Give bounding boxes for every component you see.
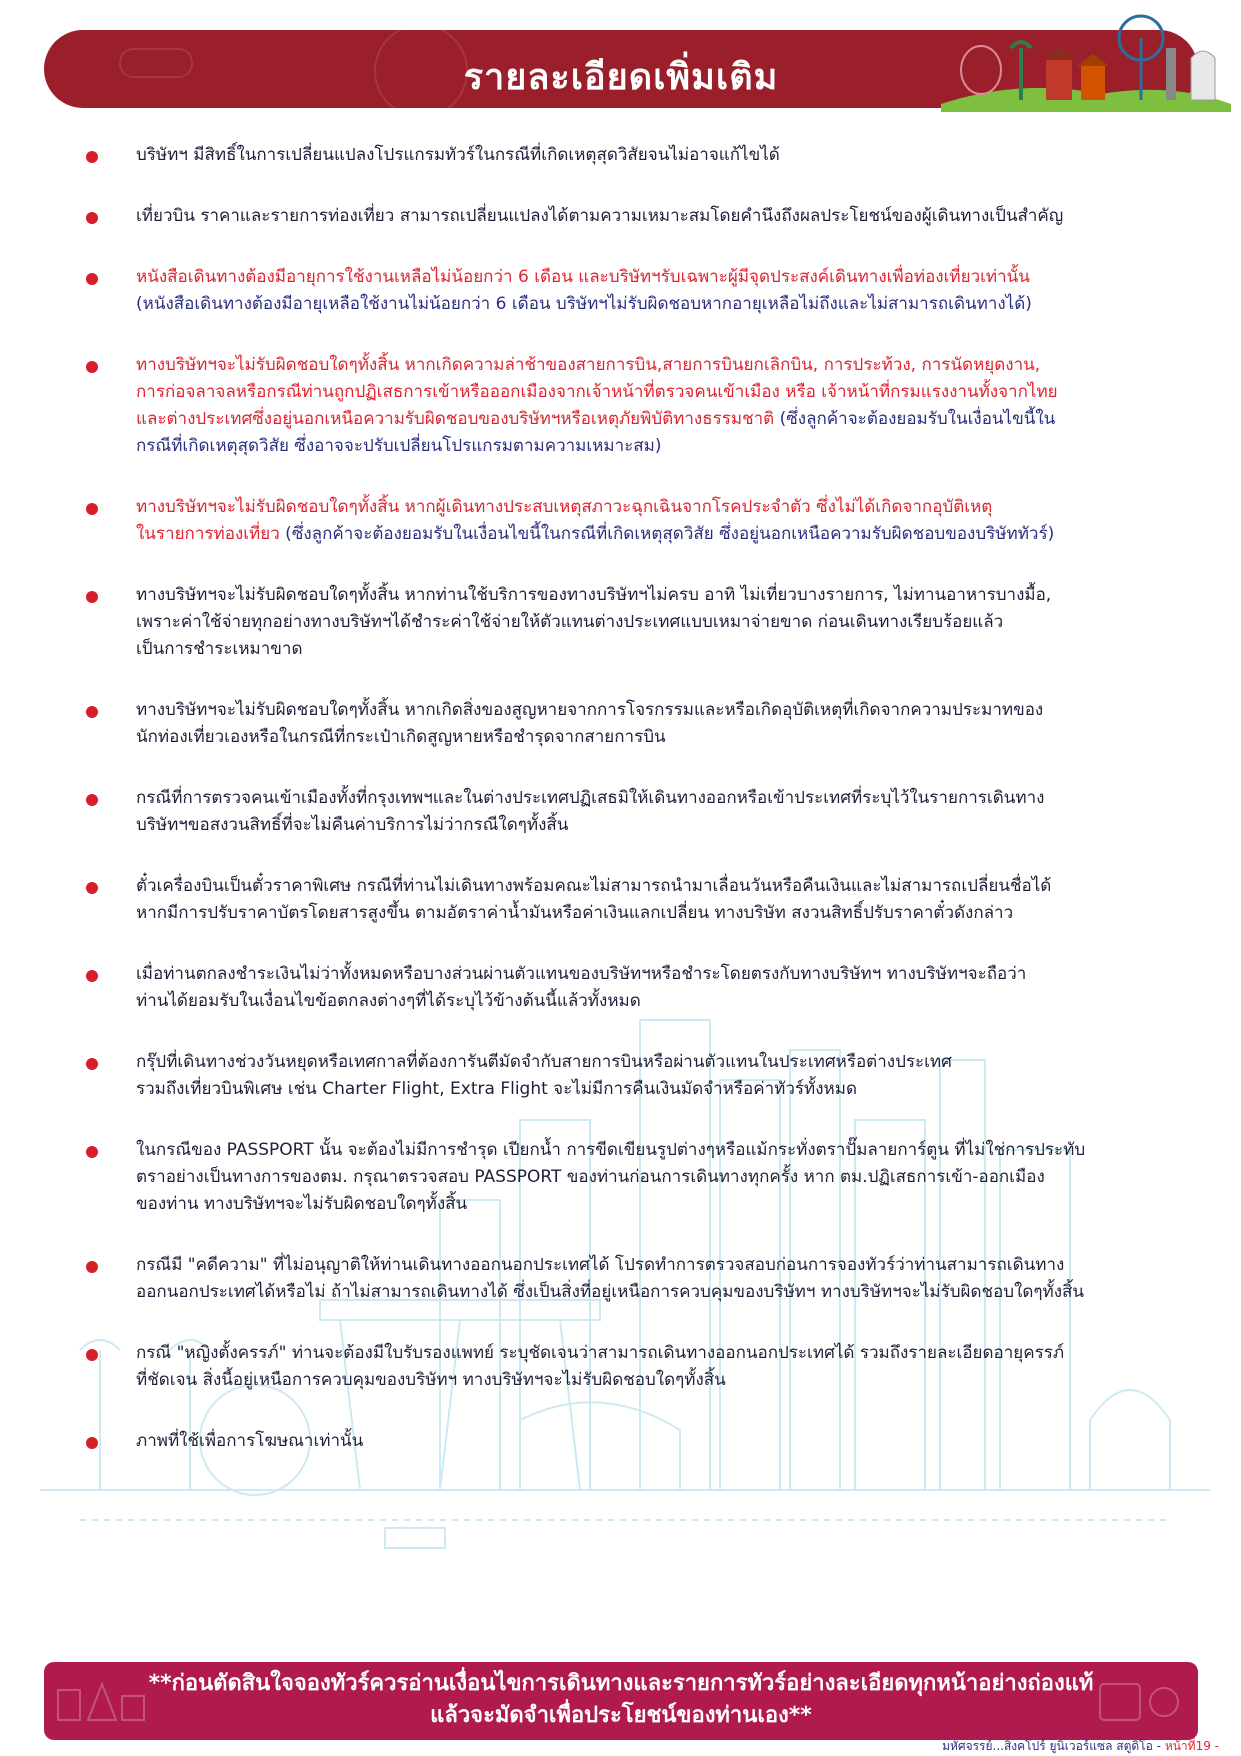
term-line xyxy=(136,636,1144,663)
term-text: เป็นการชำระเหมาขาด xyxy=(136,639,303,659)
term-text: ในรายการท่องเที่ยว xyxy=(136,524,280,544)
term-text: (หนังสือเดินทางต้องมีอายุเหลือใช้งานไม่น้อยกว่า 6 เดือน บริษัทฯไม่รับผิดชอบหากอายุเหลือไม่ถึงและไม่สามารถเดินทางได้) xyxy=(136,294,1032,314)
term-line xyxy=(136,873,1144,900)
term-text: หากมีการปรับราคาบัตรโดยสารสูงขึ้น ตามอัตราค่าน้ำมันหรือค่าเงินแลกเปลี่ยน ทางบริษัท สงวนสิทธิ์ปรับราคาตั๋วดังกล่าว xyxy=(136,903,1014,923)
term-item xyxy=(84,582,1144,663)
term-text: ท่านได้ยอมรับในเงื่อนไขข้อตกลงต่างๆที่ได้ระบุไว้ข้างต้นนี้แล้วทั้งหมด xyxy=(136,991,641,1011)
term-line xyxy=(136,609,1144,636)
term-item xyxy=(84,1340,1144,1394)
bullet-dot xyxy=(86,706,98,718)
term-item xyxy=(84,873,1144,927)
term-text: และต่างประเทศซึ่งอยู่นอกเหนือความรับผิดชอบของบริษัทฯหรือเหตุภัยพิบัติทางธรรมชาติ xyxy=(136,409,775,429)
bullet-dot xyxy=(86,151,98,163)
term-line xyxy=(136,961,1144,988)
term-line xyxy=(136,494,1144,521)
term-text: กรณีมี "คดีความ" ที่ไม่อนุญาติให้ท่านเดินทางออกนอกประเทศได้ โปรดทำการตรวจสอบก่อนการจองทัวร์ว่าท่านสามารถเดินทาง xyxy=(136,1255,1065,1275)
term-line xyxy=(136,724,1144,751)
term-item xyxy=(84,785,1144,839)
term-line xyxy=(136,406,1144,433)
term-line xyxy=(136,1367,1144,1394)
bullet-dot xyxy=(86,1058,98,1070)
term-line xyxy=(136,1137,1144,1164)
term-text: หนังสือเดินทางต้องมีอายุการใช้งานเหลือไม่น้อยกว่า 6 เดือน และบริษัทฯรับเฉพาะผู้มีจุดประสงค์เดินทางเพื่อท่องเที่ยวเท่านั้น xyxy=(136,267,1030,287)
term-line xyxy=(136,1340,1144,1367)
term-text: เมื่อท่านตกลงชำระเงินไม่ว่าทั้งหมดหรือบางส่วนผ่านตัวแทนของบริษัทฯหรือชำระโดยตรงกับทางบริษัทฯ ทางบริษัทฯจะถือว่า xyxy=(136,964,1027,984)
term-line xyxy=(136,785,1144,812)
term-item xyxy=(84,352,1144,460)
bullet-dot xyxy=(86,1437,98,1449)
term-line xyxy=(136,582,1144,609)
term-text: ออกนอกประเทศได้หรือไม่ ถ้าไม่สามารถเดินทางได้ ซึ่งเป็นสิ่งที่อยู่เหนือการควบคุมของบริษัทฯ ทางบริษัทฯจะไม่รับผิดชอบใดๆทั้งสิ้น xyxy=(136,1282,1085,1302)
term-text: ภาพที่ใช้เพื่อการโฆษณาเท่านั้น xyxy=(136,1431,364,1451)
term-line xyxy=(136,1049,1144,1076)
term-text: นักท่องเที่ยวเองหรือในกรณีที่กระเป๋าเกิดสูญหายหรือชำรุดจากสายการบิน xyxy=(136,727,666,747)
bullet-dot xyxy=(86,1146,98,1158)
term-text: เที่ยวบิน ราคาและรายการท่องเที่ยว สามารถเปลี่ยนแปลงได้ตามความเหมาะสมโดยคำนึงถึงผลประโยชน์ของผู้เดินทางเป็นสำคัญ xyxy=(136,206,1064,226)
term-line xyxy=(136,1076,1144,1103)
term-text: กรณี "หญิงตั้งครรภ์" ท่านจะต้องมีใบรับรองแพทย์ ระบุชัดเจนว่าสามารถเดินทางออกนอกประเทศได้ รวมถึงรายละเอียดอายุครรภ์ xyxy=(136,1343,1065,1363)
footer-warning-line-2: แล้วจะมัดจำเพื่อประโยชน์ของท่านเอง** xyxy=(430,1703,812,1728)
term-text-continuation: (ซึ่งลูกค้าจะต้องยอมรับในเงื่อนไขนี้ในกรณีที่เกิดเหตุสุดวิสัย ซึ่งอยู่นอกเหนือความรับผิดชอบของบริษัททัวร์) xyxy=(279,524,1055,544)
term-line xyxy=(136,203,1144,230)
travel-icons-right xyxy=(1090,1670,1190,1734)
singapore-landmarks-illustration xyxy=(941,8,1231,112)
term-item xyxy=(84,961,1144,1015)
bullet-dot xyxy=(86,361,98,373)
term-text: ของท่าน ทางบริษัทฯจะไม่รับผิดชอบใดๆทั้งสิ้น xyxy=(136,1194,468,1214)
term-line xyxy=(136,521,1144,548)
term-item xyxy=(84,264,1144,318)
bullet-dot xyxy=(86,591,98,603)
terms-list xyxy=(84,142,1144,1455)
term-item xyxy=(84,203,1144,230)
term-line xyxy=(136,142,1144,169)
term-item xyxy=(84,1252,1144,1306)
term-text: การก่อจลาจลหรือกรณีท่านถูกปฏิเสธการเข้าหรือออกเมืองจากเจ้าหน้าที่ตรวจคนเข้าเมือง หรือ เจ้าหน้าที่กรมแรงงานทั้งจากไทย xyxy=(136,382,1058,402)
term-text: ทางบริษัทฯจะไม่รับผิดชอบใดๆทั้งสิ้น หากผู้เดินทางประสบเหตุสภาวะฉุกเฉินจากโรคประจำตัว ซึ่งไม่ได้เกิดจากอุบัติเหตุ xyxy=(136,497,993,517)
term-item xyxy=(84,1049,1144,1103)
term-text: กรณีที่เกิดเหตุสุดวิสัย ซึ่งอาจจะปรับเปลี่ยนโปรแกรมตามความเหมาะสม) xyxy=(136,436,662,456)
term-text: เพราะค่าใช้จ่ายทุกอย่างทางบริษัทฯได้ชำระค่าใช้จ่ายให้ตัวแทนต่างประเทศแบบเหมาจ่ายขาด ก่อนเดินทางเรียบร้อยแล้ว xyxy=(136,612,1004,632)
term-line xyxy=(136,352,1144,379)
term-text: ทางบริษัทฯจะไม่รับผิดชอบใดๆทั้งสิ้น หากท่านใช้บริการของทางบริษัทฯไม่ครบ อาทิ ไม่เที่ยวบางรายการ, ไม่ทานอาหารบางมื้อ, xyxy=(136,585,1052,605)
term-item xyxy=(84,494,1144,548)
footer-tour-name: มหัศจรรย์...สิงคโปร์ ยูนิเวอร์แซล สตูดิโอ - xyxy=(942,1739,1161,1753)
term-text: บริษัทฯ มีสิทธิ์ในการเปลี่ยนแปลงโปรแกรมทัวร์ในกรณีที่เกิดเหตุสุดวิสัยจนไม่อาจแก้ไขได้ xyxy=(136,145,780,165)
term-text: กรณีที่การตรวจคนเข้าเมืองทั้งที่กรุงเทพฯและในต่างประเทศปฏิเสธมิให้เดินทางออกหรือเข้าประเทศที่ระบุไว้ในรายการเดินทาง xyxy=(136,788,1045,808)
term-text: ตั๋วเครื่องบินเป็นตั๋วราคาพิเศษ กรณีที่ท่านไม่เดินทางพร้อมคณะไม่สามารถนำมาเลื่อนวันหรือคืนเงินและไม่สามารถเปลี่ยนชื่อได้ xyxy=(136,876,1052,896)
bullet-dot xyxy=(86,273,98,285)
bullet-dot xyxy=(86,212,98,224)
term-line xyxy=(136,988,1144,1015)
term-text: ทางบริษัทฯจะไม่รับผิดชอบใดๆทั้งสิ้น หากเกิดสิ่งของสูญหายจากการโจรกรรมและหรือเกิดอุบัติเหตุที่เกิดจากความประมาทของ xyxy=(136,700,1044,720)
term-line xyxy=(136,1191,1144,1218)
footer-warning-line-1: **ก่อนตัดสินใจจองทัวร์ควรอ่านเงื่อนไขการเดินทางและรายการทัวร์อย่างละเอียดทุกหน้าอย่างถ่องแท้ xyxy=(148,1671,1094,1696)
term-item xyxy=(84,697,1144,751)
term-item xyxy=(84,142,1144,169)
term-text: ทางบริษัทฯจะไม่รับผิดชอบใดๆทั้งสิ้น หากเกิดความล่าช้าของสายการบิน,สายการบินยกเลิกบิน, การประท้วง, การนัดหยุดงาน, xyxy=(136,355,1041,375)
term-text: กรุ๊ปที่เดินทางช่วงวันหยุดหรือเทศกาลที่ต้องการันตีมัดจำกับสายการบินหรือผ่านตัวแทนในประเทศหรือต่างประเทศ xyxy=(136,1052,952,1072)
term-line xyxy=(136,1164,1144,1191)
page-footer xyxy=(942,1737,1219,1756)
term-text: บริษัทฯขอสงวนสิทธิ์ที่จะไม่คืนค่าบริการไม่ว่ากรณีใดๆทั้งสิ้น xyxy=(136,815,569,835)
term-text: รวมถึงเที่ยวบินพิเศษ เช่น Charter Flight, Extra Flight จะไม่มีการคืนเงินมัดจำหรือค่าทัวร์ทั้งหมด xyxy=(136,1079,857,1099)
term-line xyxy=(136,433,1144,460)
bullet-dot xyxy=(86,882,98,894)
term-line xyxy=(136,1252,1144,1279)
term-item xyxy=(84,1428,1144,1455)
term-item xyxy=(84,1137,1144,1218)
term-text: ที่ชัดเจน สิ่งนี้อยู่เหนือการควบคุมของบริษัทฯ ทางบริษัทฯจะไม่รับผิดชอบใดๆทั้งสิ้น xyxy=(136,1370,726,1390)
footer-banner xyxy=(44,1662,1198,1740)
term-text: ในกรณีของ PASSPORT นั้น จะต้องไม่มีการชำรุด เปียกน้ำ การขีดเขียนรูปต่างๆหรือแม้กระทั่งตราปั๊มลายการ์ตูน ที่ไม่ใช่การประทับ xyxy=(136,1140,1086,1160)
term-line xyxy=(136,264,1144,291)
page-number: หน้าที่19 - xyxy=(1164,1739,1219,1753)
term-line xyxy=(136,379,1144,406)
bullet-dot xyxy=(86,794,98,806)
term-text-continuation: (ซึ่งลูกค้าจะต้องยอมรับในเงื่อนไขนี้ใน xyxy=(774,409,1056,429)
term-line xyxy=(136,697,1144,724)
bullet-dot xyxy=(86,970,98,982)
term-text: ตราอย่างเป็นทางการของตม. กรุณาตรวจสอบ PASSPORT ของท่านก่อนการเดินทางทุกครั้ง หาก ตม.ปฏิเสธการเข้า-ออกเมือง xyxy=(136,1167,1045,1187)
term-line xyxy=(136,1428,1144,1455)
bullet-dot xyxy=(86,1349,98,1361)
page-title: รายละเอียดเพิ่มเติม xyxy=(463,57,779,98)
term-line xyxy=(136,812,1144,839)
term-line xyxy=(136,291,1144,318)
term-line xyxy=(136,1279,1144,1306)
bullet-dot xyxy=(86,1261,98,1273)
bullet-dot xyxy=(86,503,98,515)
term-line xyxy=(136,900,1144,927)
